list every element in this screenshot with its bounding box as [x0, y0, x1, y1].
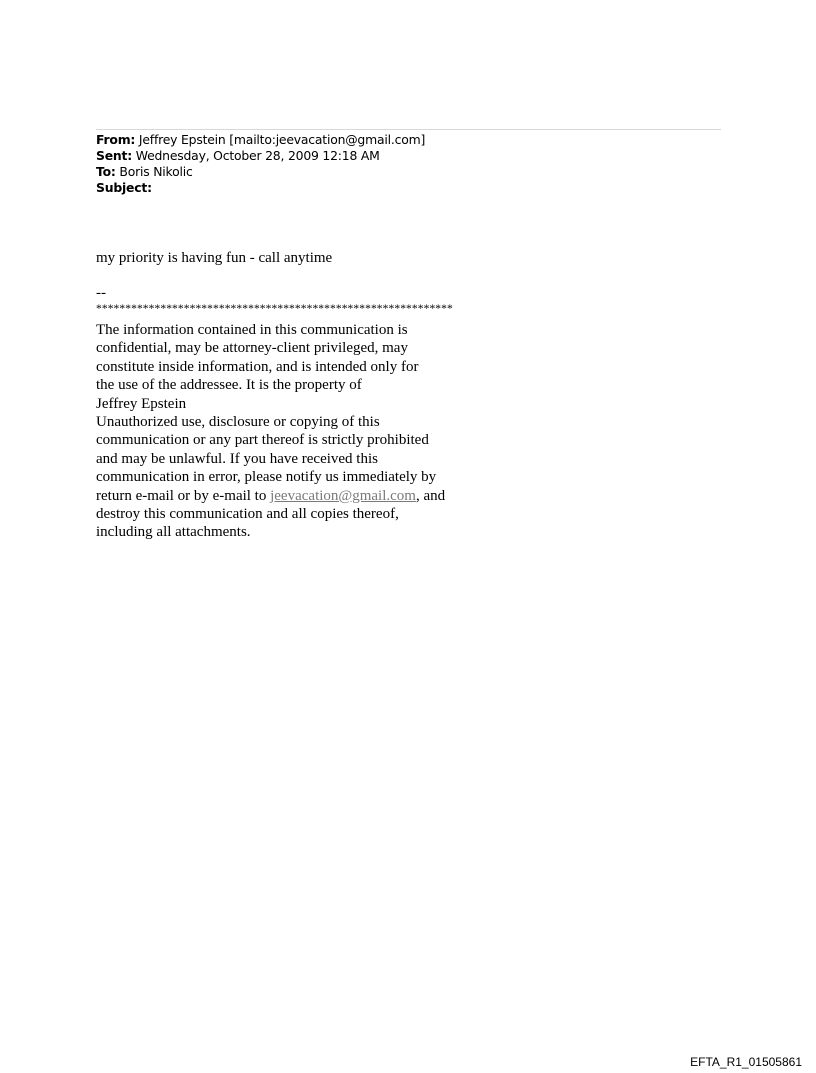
disclaimer-line-with-link — [96, 487, 445, 505]
disclaimer-line: communication in error, please notify us immediately by — [96, 469, 437, 486]
disclaimer-line: confidential, may be attorney-client privileged, may — [96, 340, 408, 357]
to-label: To: — [96, 164, 116, 179]
sent-label: Sent: — [96, 148, 133, 163]
subject-row — [96, 180, 425, 196]
disclaimer-line: the use of the addressee. It is the property of — [96, 377, 362, 394]
disclaimer-line: including all attachments. — [96, 524, 251, 541]
disclaimer-text: return e-mail or by e-mail to — [96, 487, 271, 504]
disclaimer-line: Unauthorized use, disclosure or copying of this — [96, 414, 380, 431]
email-header — [96, 132, 425, 196]
disclaimer-line: The information contained in this communication is — [96, 322, 408, 338]
sent-row — [96, 148, 425, 164]
disclaimer-line: Jeffrey Epstein — [96, 395, 187, 412]
confidentiality-disclaimer — [96, 321, 445, 542]
disclaimer-line: and may be unlawful. If you have received this — [96, 450, 378, 467]
disclaimer-line: destroy this communication and all copies thereof, — [96, 506, 399, 523]
from-value: Jeffrey Epstein [mailto:jeevacation@gmail.com] — [135, 132, 426, 147]
signature-stars: ************************************************************* — [96, 303, 453, 315]
from-row — [96, 132, 425, 148]
to-row — [96, 164, 425, 180]
bates-number: EFTA_R1_01505861 — [690, 1055, 802, 1069]
disclaimer-line: communication or any part thereof is strictly prohibited — [96, 432, 429, 449]
signature-separator: -- — [96, 285, 106, 301]
email-link[interactable]: jeevacation@gmail.com — [270, 487, 416, 504]
from-label: From: — [96, 132, 136, 147]
disclaimer-text: , and — [415, 487, 446, 504]
sent-value: Wednesday, October 28, 2009 12:18 AM — [132, 148, 380, 163]
message-body: my priority is having fun - call anytime — [96, 250, 333, 266]
to-value: Boris Nikolic — [115, 164, 193, 179]
header-divider — [96, 129, 721, 130]
disclaimer-line: constitute inside information, and is intended only for — [96, 358, 419, 375]
subject-label: Subject: — [96, 180, 152, 195]
